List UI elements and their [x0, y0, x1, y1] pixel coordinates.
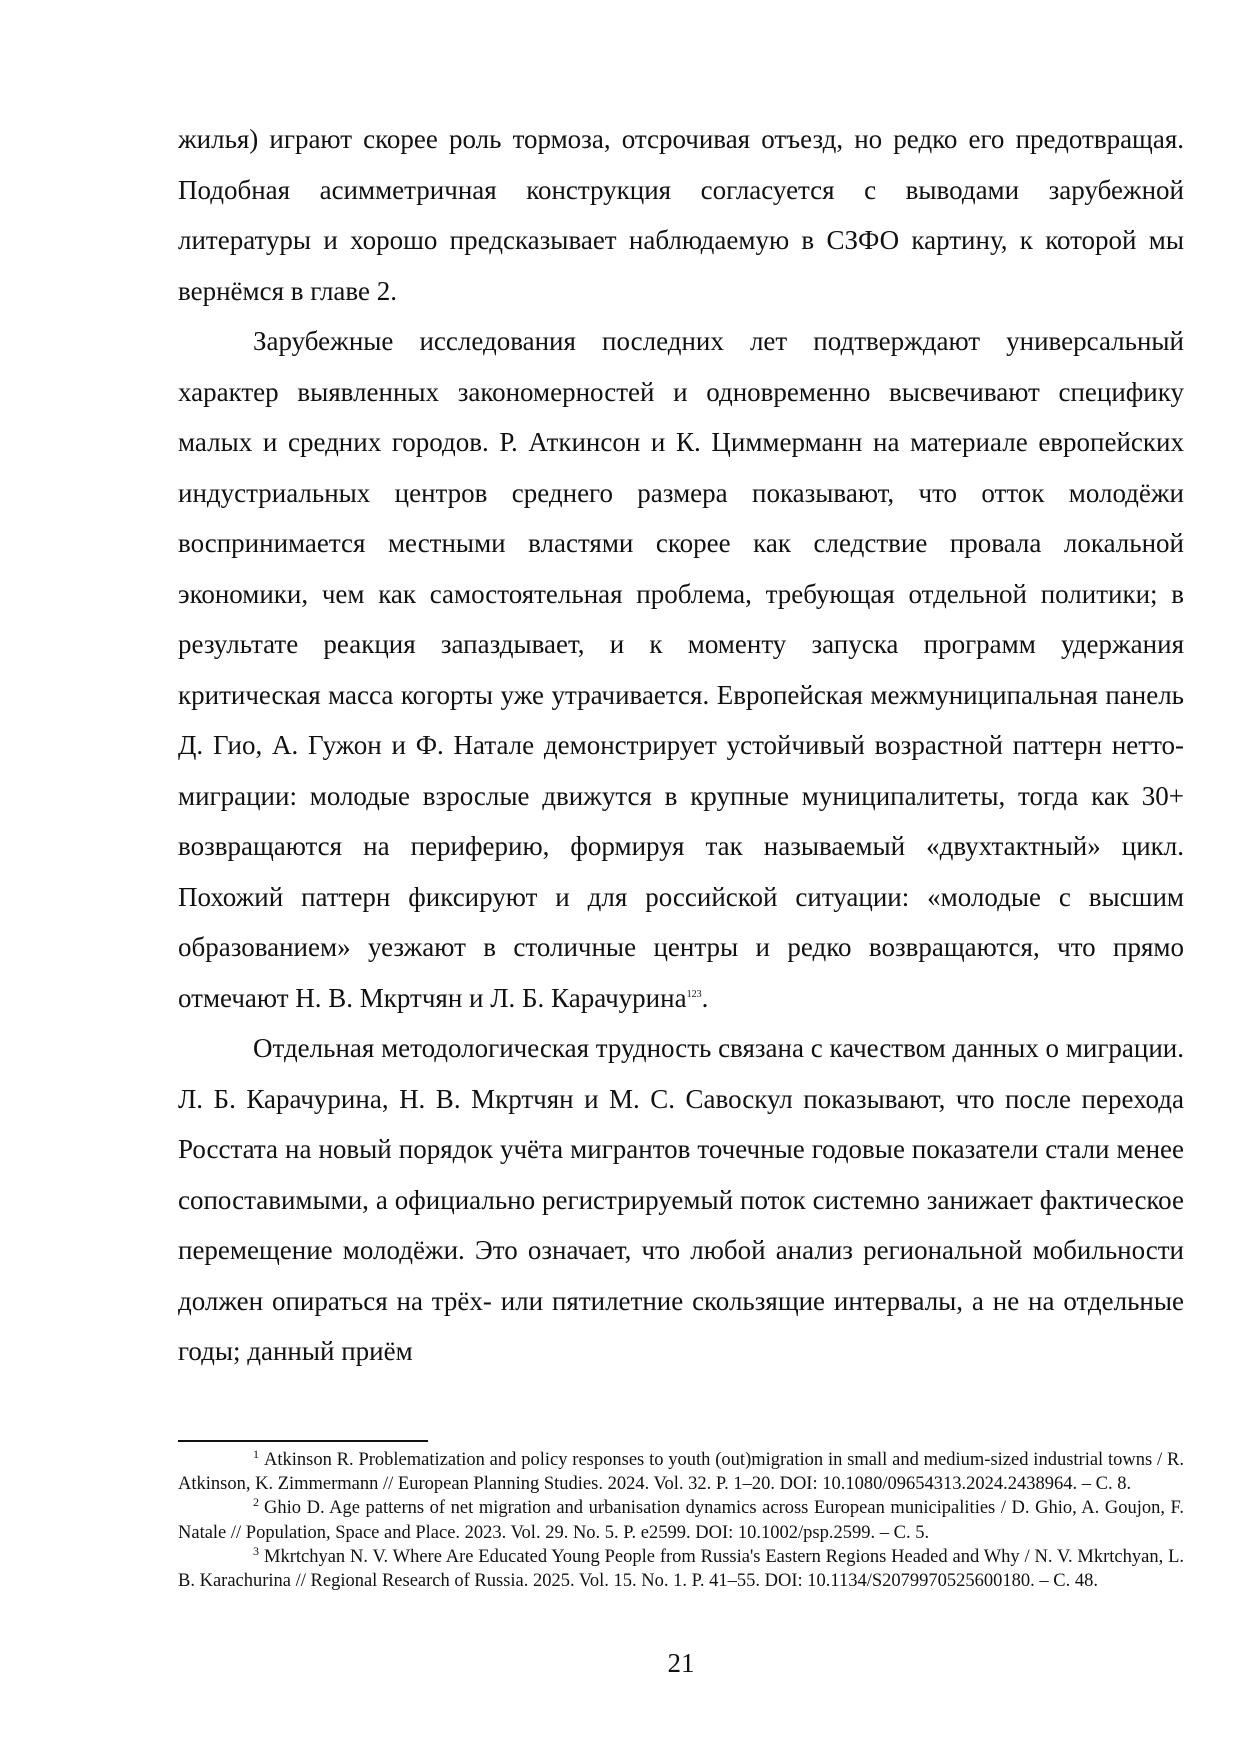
footnotes: [178, 1448, 1184, 1593]
paragraph-text: жилья) играют скорее роль тормоза, отсрочивая отъезд, но редко его предотвращая. Подобная асимметричная конструкция согласуется с выводами зарубежной литературы и хорошо предсказывает наблюдаемую в СЗФО картину, к которой мы вернёмся в главе 2.: [178, 124, 1184, 306]
footnote-1: [178, 1448, 1184, 1496]
footnote-number: 3: [253, 1543, 259, 1558]
paragraph-tail: .: [701, 982, 709, 1013]
footnote-reference[interactable]: 123: [686, 988, 702, 1000]
footnote-text: Atkinson R. Problematization and policy responses to youth (out)migration in small and medium-sized industrial towns / R. Atkinson, K. Zimmermann // European Planning Studies. 2024. Vol. 32. P. 1–20. DOI: 10.1080/09654313.2024.2438964. – С. 8.: [178, 1450, 1184, 1495]
footnote-number: 2: [253, 1495, 259, 1510]
paragraph-text: Отдельная методологическая трудность связана с качеством данных о миграции. Л. Б. Карачурина, Н. В. Мкртчян и М. С. Савоскул показывают, что после перехода Росстата на новый порядок учёта мигрантов точечные годовые показатели стали менее сопоставимыми, а официально регистрируемый поток системно занижает фактическое перемещение молодёжи. Это означает, что любой анализ региональной мобильности должен опираться на трёх- или пятилетние скользящие интервалы, а не на отдельные годы; данный приём: [178, 1033, 1184, 1366]
paragraph-text: Зарубежные исследования последних лет подтверждают универсальный характер выявленных закономерностей и одновременно высвечивают специфику малых и средних городов. Р. Аткинсон и К. Циммерманн на материале европейских индустриальных центров среднего размера показывают, что отток молодёжи воспринимается местными властями скорее как следствие провала локальной экономики, чем как самостоятельная проблема, требующая отдельной политики; в результате реакция запаздывает, и к моменту запуска программ удержания критическая масса когорты уже утрачивается. Европейская межмуниципальная панель Д. Гио, А. Гужон и Ф. Натале демонстрирует устойчивый возрастной паттерн нетто-миграции: молодые взрослые движутся в крупные муниципалитеты, тогда как 30+ возвращаются на периферию, формируя так называемый «двухтактный» цикл. Похожий паттерн фиксируют и для российской ситуации: «молодые с высшим образованием» уезжают в столичные центры и редко возвращаются, что прямо отмечают Н. В. Мкртчян и Л. Б. Карачурина: [178, 326, 1184, 1013]
page-number: 21: [667, 1648, 695, 1678]
body-paragraph-1: [178, 114, 1184, 316]
footnote-3: [178, 1545, 1184, 1593]
body-paragraph-2: [178, 316, 1184, 1023]
page-body: [178, 114, 1184, 1377]
footnote-2: [178, 1496, 1184, 1544]
body-paragraph-3: [178, 1023, 1184, 1377]
footnote-text: Ghio D. Age patterns of net migration and urbanisation dynamics across European municipalities / D. Ghio, A. Goujon, F. Natale // Population, Space and Place. 2023. Vol. 29. No. 5. P. e2599. DOI: 10.1002/psp.2599. – С. 5.: [178, 1498, 1184, 1543]
footnote-text: Mkrtchyan N. V. Where Are Educated Young People from Russia's Eastern Regions Headed and Why / N. V. Mkrtchyan, L. B. Karachurina // Regional Research of Russia. 2025. Vol. 15. No. 1. P. 41–55. DOI: 10.1134/S2079970525600180. – С. 48.: [178, 1546, 1184, 1592]
footnote-number: 1: [253, 1446, 259, 1461]
footnote-separator: [178, 1440, 428, 1442]
